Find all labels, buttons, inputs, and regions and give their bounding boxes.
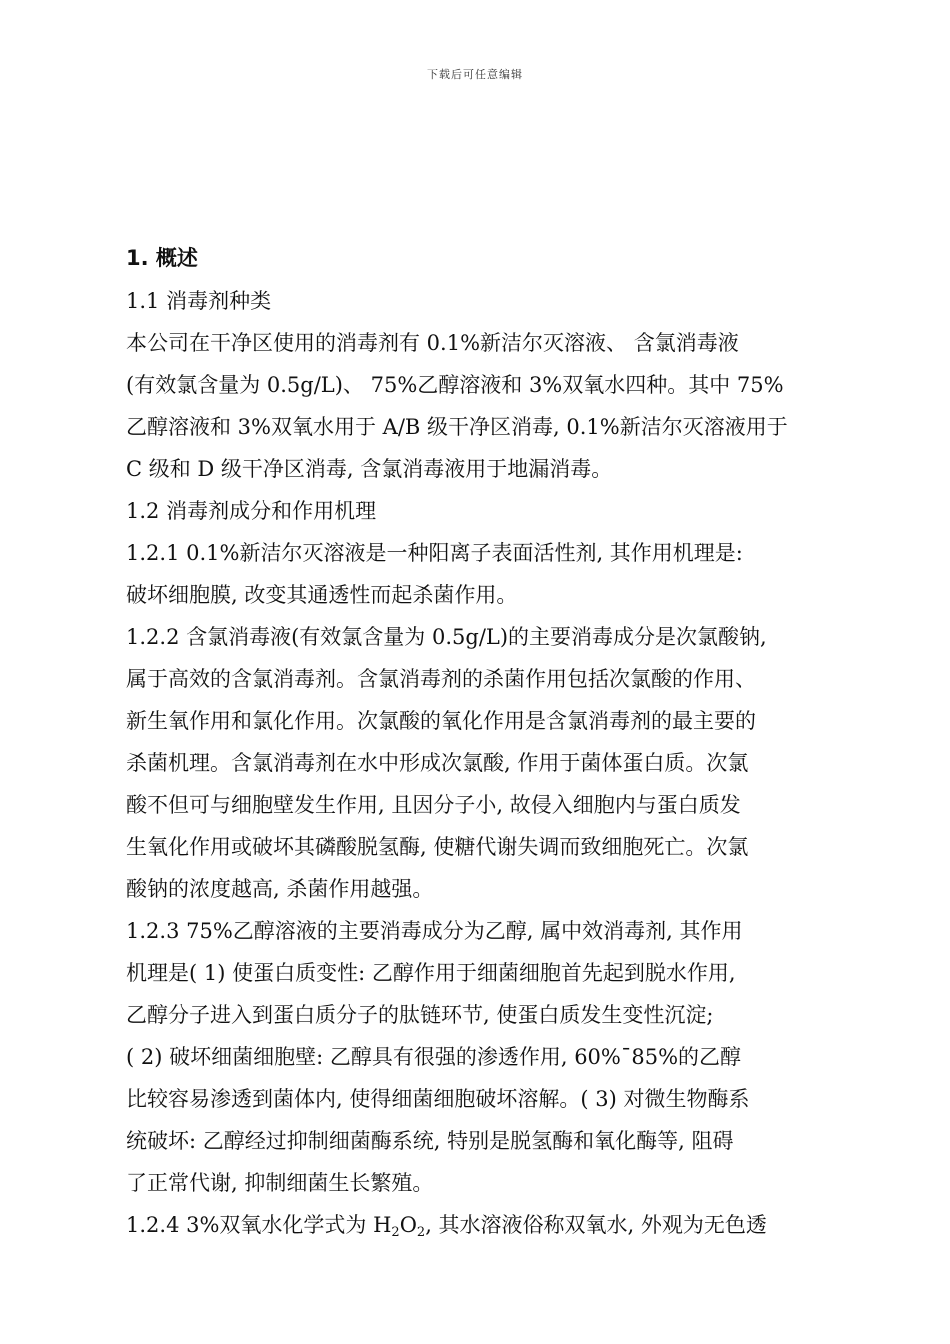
text-line: C 级和 D 级干净区消毒, 含氯消毒液用于地漏消毒。 — [126, 457, 613, 481]
text-line: 1.2.2 含氯消毒液(有效氯含量为 0.5g/L)的主要消毒成分是次氯酸钠, — [126, 625, 767, 649]
text-line: 生氧化作用或破坏其磷酸脱氢酶, 使糖代谢失调而致细胞死亡。次氯 — [126, 835, 749, 859]
page-header: 下载后可任意编辑 — [427, 68, 523, 81]
subscript-1: 2 — [391, 1225, 400, 1240]
paragraph-lines — [126, 280, 842, 1204]
text-line: 属于高效的含氯消毒剂。含氯消毒剂的杀菌作用包括次氯酸的作用、 — [126, 667, 756, 691]
text-line: 酸钠的浓度越高, 杀菌作用越强。 — [126, 877, 434, 901]
formula-text-after: , 其水溶液俗称双氧水, 外观为无色透 — [425, 1213, 767, 1237]
formula-text-mid: O — [399, 1213, 417, 1237]
formula-text-before: 1.2.4 3%双氧水化学式为 H — [126, 1213, 392, 1237]
text-line: (有效氯含量为 0.5g/L)、 75%乙醇溶液和 3%双氧水四种。其中 75% — [126, 373, 784, 397]
text-line: 统破坏: 乙醇经过抑制细菌酶系统, 特别是脱氢酶和氧化酶等, 阻碍 — [126, 1129, 734, 1153]
section-heading: 1. 概述 — [126, 246, 198, 270]
document-body — [126, 240, 842, 1246]
text-line: 1.2.1 0.1%新洁尔灭溶液是一种阳离子表面活性剂, 其作用机理是: — [126, 541, 743, 565]
text-line: 乙醇分子进入到蛋白质分子的肽链环节, 使蛋白质发生变性沉淀; — [126, 1003, 714, 1027]
text-line: 新生氧作用和氯化作用。次氯酸的氧化作用是含氯消毒剂的最主要的 — [126, 709, 756, 733]
text-line: 了正常代谢, 抑制细菌生长繁殖。 — [126, 1171, 434, 1195]
text-line: 酸不但可与细胞壁发生作用, 且因分子小, 故侵入细胞内与蛋白质发 — [126, 793, 741, 817]
subscript-2: 2 — [416, 1225, 426, 1240]
text-line: 本公司在干净区使用的消毒剂有 0.1%新洁尔灭溶液、 含氯消毒液 — [126, 331, 739, 355]
text-line: 1.2 消毒剂成分和作用机理 — [126, 499, 377, 523]
text-line-formula — [126, 1204, 842, 1246]
text-line: 1.2.3 75%乙醇溶液的主要消毒成分为乙醇, 属中效消毒剂, 其作用 — [126, 919, 743, 943]
text-line: 1.1 消毒剂种类 — [126, 289, 272, 313]
text-line: 杀菌机理。含氯消毒剂在水中形成次氯酸, 作用于菌体蛋白质。次氯 — [126, 751, 749, 775]
text-line: 乙醇溶液和 3%双氧水用于 A/B 级干净区消毒, 0.1%新洁尔灭溶液用于 — [126, 415, 788, 439]
text-line: 比较容易渗透到菌体内, 使得细菌细胞破坏溶解。( 3) 对微生物酶系 — [126, 1087, 750, 1111]
text-line: ( 2) 破坏细菌细胞壁: 乙醇具有很强的渗透作用, 60%¯85%的乙醇 — [126, 1045, 742, 1069]
text-line: 机理是( 1) 使蛋白质变性: 乙醇作用于细菌细胞首先起到脱水作用, — [126, 961, 736, 985]
text-line: 破坏细胞膜, 改变其通透性而起杀菌作用。 — [126, 583, 518, 607]
